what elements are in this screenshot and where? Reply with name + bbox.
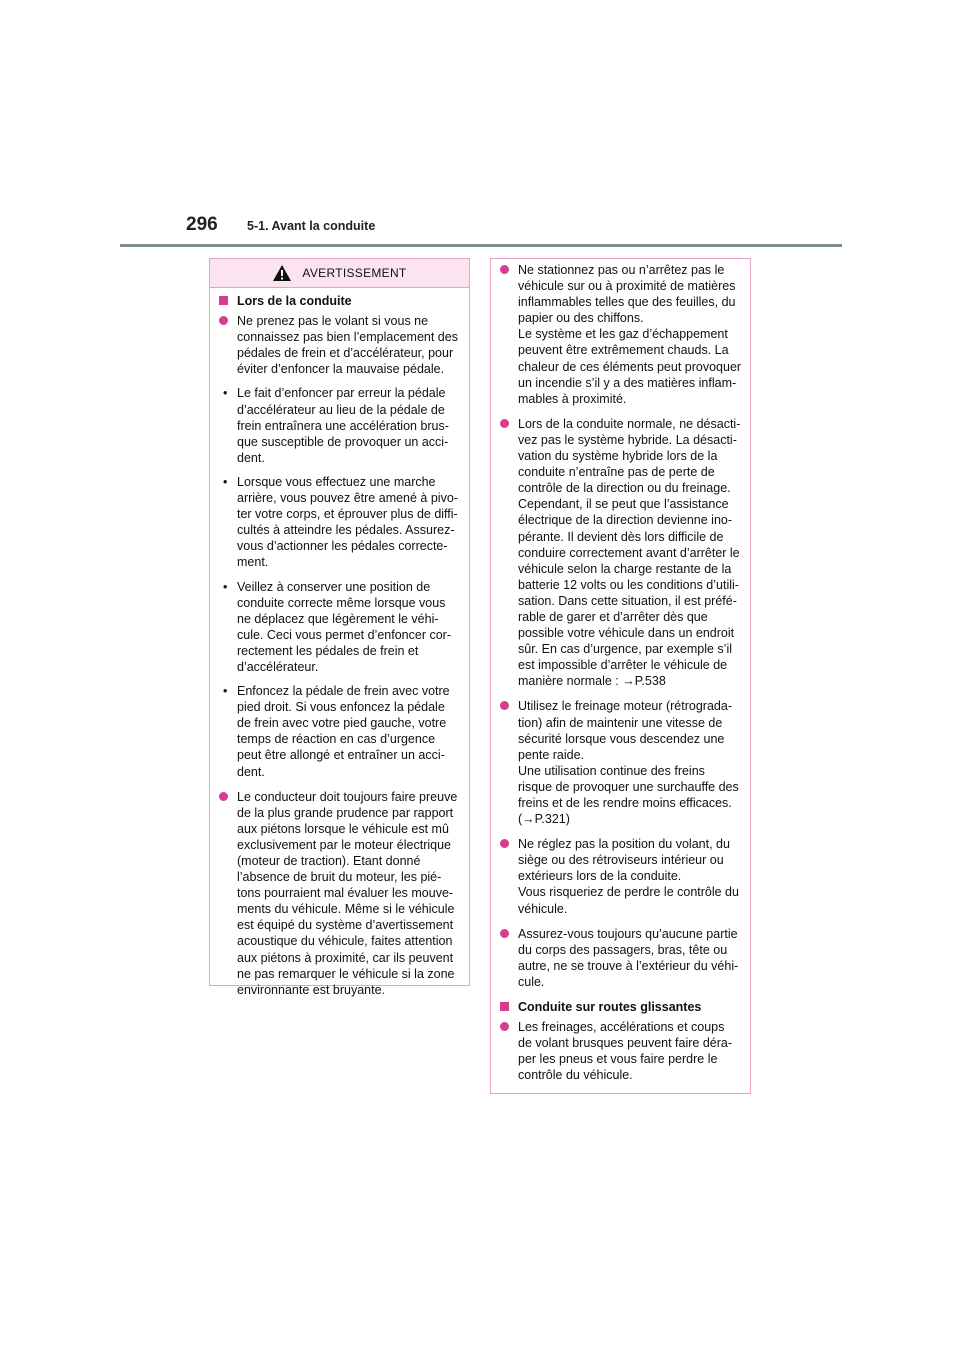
sub-bullet-item: • Veillez à conserver une position de conduite correcte même lorsque vous ne déplacez que légèrement le véhi- cule. Ceci vous permet d’enfoncer cor- rectement les pédales de frein et d’accélérateur. [219, 579, 461, 676]
round-bullet-icon [500, 265, 509, 274]
section-heading: Lors de la conduite [219, 293, 461, 309]
dot-bullet-icon: • [223, 579, 228, 594]
warning-panel-left [209, 258, 470, 997]
dot-bullet-icon: • [223, 386, 228, 401]
bullet-item: Lors de la conduite normale, ne désacti- vez pas le système hybride. La désacti- vation du système hybride lors de la conduite n’entraîne pas de perte de contrôle de la direction ou du freinage. Cependant, il se peut que l’assistance électrique de la direction devienne ino- pérante. Il devient dès lors difficile de conduire correctement avant d’arrêter le véhicule selon la charge restante de la batterie 12 volts ou les conditions d’utili- sation. Dans cette situation, il est préfé- rable de garer et d’arrêter dès que possible votre véhicule dans un endroit sûr. En cas d’urgence, par exemple s’il est impossible d’arrêter le véhicule de manière normale : →P.538 [500, 416, 742, 690]
round-bullet-icon [219, 792, 228, 801]
section-title: 5-1. Avant la conduite [247, 219, 376, 233]
round-bullet-icon [219, 316, 228, 325]
sub-bullet-item: • Lorsque vous effectuez une marche arrière, vous pouvez être amené à pivo- ter votre corps, et éprouver plus de diffi- cultés à atteindre les pédales. Assurez- vous d’actionner les pédales correcte- ment. [219, 474, 461, 571]
bullet-item: Ne réglez pas la position du volant, du siège ou des rétroviseurs intérieur ou extérieurs lors de la conduite. Vous risqueriez de perdre le contrôle du véhicule. [500, 836, 742, 916]
page-number: 296 [186, 214, 218, 235]
square-bullet-icon [219, 296, 228, 305]
round-bullet-icon [500, 419, 509, 428]
round-bullet-icon [500, 1022, 509, 1031]
warning-header [210, 259, 469, 288]
bullet-item: Les freinages, accélérations et coups de volant brusques peuvent faire déra- per les pneus et vous faire perdre le contrôle du véhicule. [500, 1019, 742, 1083]
bullet-item: Ne stationnez pas ou n’arrêtez pas le véhicule sur ou à proximité de matières inflammables telles que des feuilles, du papier ou des chiffons. Le système et les gaz d’échappement peuvent être extrêmement chauds. La chaleur de ces éléments peut provoquer un incendie s’il y a des matières inflam- mables à proximité. [500, 262, 742, 407]
dot-bullet-icon: • [223, 684, 228, 699]
warning-title: AVERTISSEMENT [302, 266, 407, 280]
warning-triangle-icon [272, 264, 292, 282]
sub-bullet-item: • Le fait d’enfoncer par erreur la pédale d’accélérateur au lieu de la pédale de frein entraînera une accélération brus- que susceptible de provoquer un acci- dent. [219, 385, 461, 465]
bullet-item: Le conducteur doit toujours faire preuve de la plus grande prudence par rapport aux piétons lorsque le véhicule est mû exclusivement par le moteur électrique (moteur de traction). Etant donné l’absence de bruit du moteur, les pié- tons pourraient mal évaluer les mouve- ments du véhicule. Même si le véhicule est équipé du système d’avertissement acoustique du véhicule, faites attention aux piétons à proximité, car ils peuvent ne pas remarquer le véhicule si la zone environnante est bruyante. [219, 789, 461, 998]
bullet-item: Assurez-vous toujours qu’aucune partie du corps des passagers, bras, tête ou autre, ne se trouve à l’extérieur du véhi- cule. [500, 926, 742, 990]
round-bullet-icon [500, 701, 509, 710]
sub-bullet-item: • Enfoncez la pédale de frein avec votre pied droit. Si vous enfoncez la pédale de frein avec votre pied gauche, votre temps de réaction en cas d’urgence peut être allongé et entraîner un acci- dent. [219, 683, 461, 780]
header-rule [120, 244, 842, 247]
bullet-item: Ne prenez pas le volant si vous ne connaissez pas bien l’emplacement des pédales de frein et d’accélérateur, pour éviter d’enfoncer la mauvaise pédale. [219, 313, 461, 377]
bullet-item: Utilisez le freinage moteur (rétrograda- tion) afin de maintenir une vitesse de sécurité lorsque vous descendez une pente raide. Une utilisation continue des freins risque de provoquer une surchauffe des freins et de les rendre moins efficaces. (→P.321) [500, 698, 742, 827]
warning-panel-right [490, 258, 751, 1094]
square-bullet-icon [500, 1002, 509, 1011]
round-bullet-icon [500, 839, 509, 848]
section-heading: Conduite sur routes glissantes [500, 999, 742, 1015]
dot-bullet-icon: • [223, 474, 228, 489]
round-bullet-icon [500, 929, 509, 938]
